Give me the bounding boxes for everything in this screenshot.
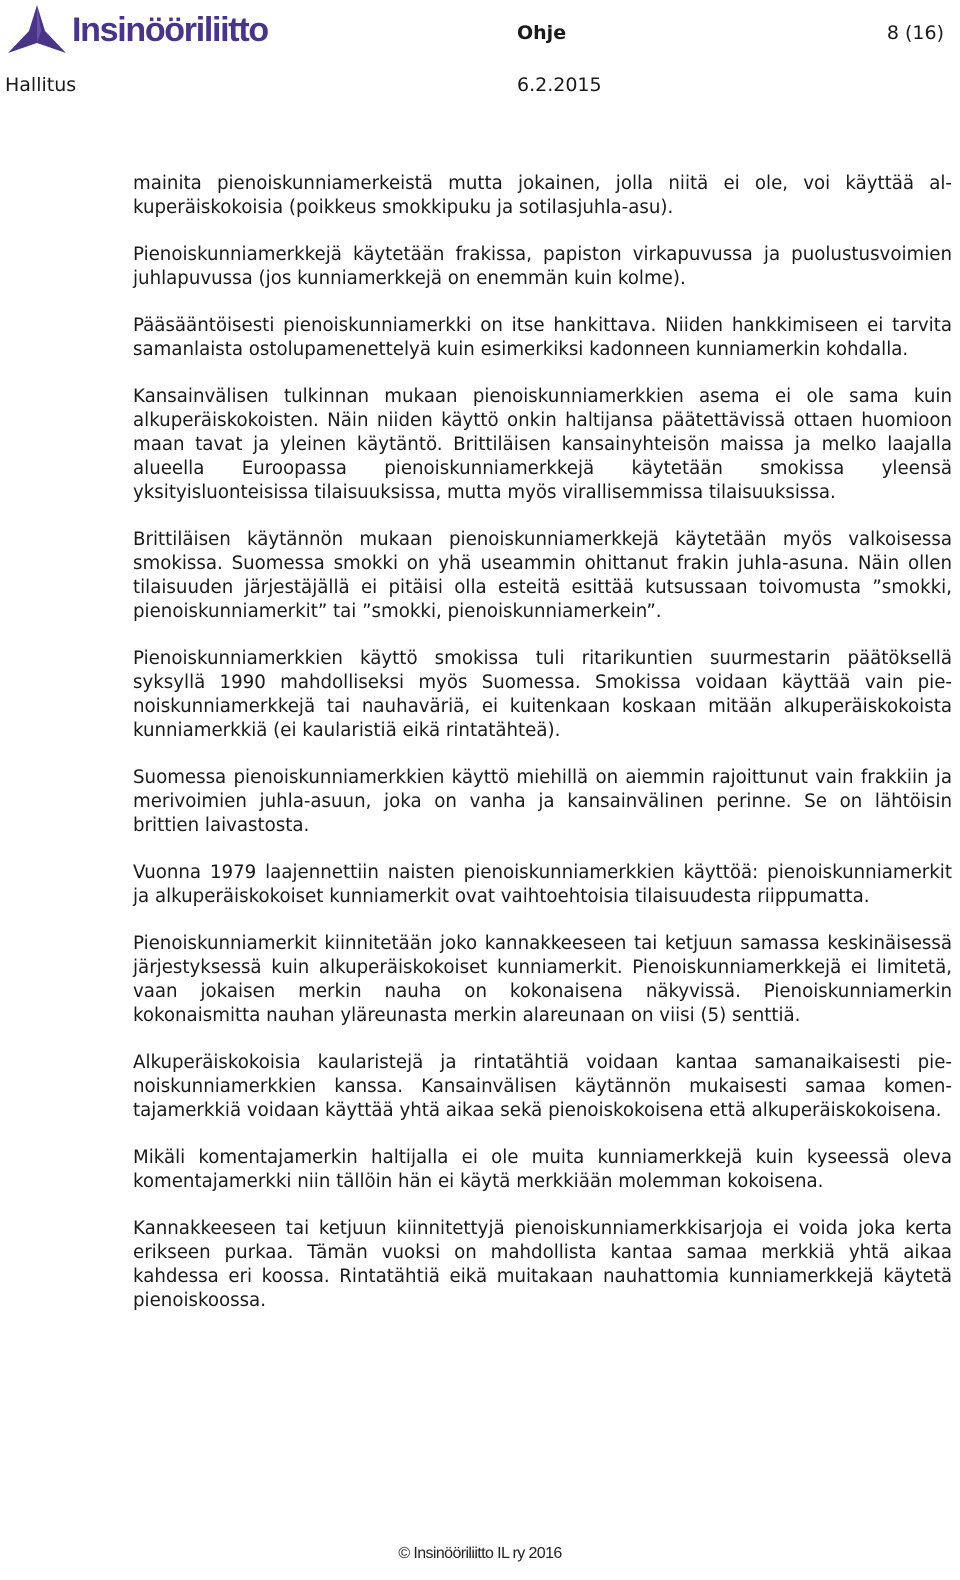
- paragraph: Kannakkeeseen tai ketjuun kiinnitettyjä pienoiskunniamerkkisarjoja ei voida joka kerta erikseen purkaa. Tämän vuoksi on mahdollista kantaa samaa merkkiä yhtä aikaa kahdessa eri koossa. Rintatähtiä eikä muitakaan nauhattomia kunniamerkkejä käytetä pienoiskoossa.: [133, 1218, 952, 1311]
- document-body: [133, 172, 952, 1336]
- paragraph: Pääsääntöisesti pienoiskunniamerkki on itse hankittava. Niiden hankkimiseen ei tarvita samanlaista ostolupamenettelyä kuin esimerkiksi kadonneen kunniamerkin kohdalla.: [133, 315, 952, 360]
- document-type: Ohje: [517, 22, 567, 44]
- paragraph: Mikäli komentajamerkin haltijalla ei ole muita kunniamerkkejä kuin kyseessä oleva komentajamerkki niin tällöin hän ei käytä merkkiään molemman kokoisena.: [133, 1147, 952, 1192]
- copyright-footer: © Insinööriliitto IL ry 2016: [398, 1545, 562, 1562]
- paragraph: Suomessa pienoiskunniamerkkien käyttö miehillä on aiemmin rajoittunut vain frakkiin ja merivoimien juhla-asuun, joka on vanha ja kansainvälinen perinne. Se on lähtöisin brittien laivastosta.: [133, 767, 952, 836]
- paragraph: Brittiläisen käytännön mukaan pienoiskunniamerkkejä käytetään myös valkoisessa smokissa. Suomessa smokki on yhä useammin ohittanut frakin juhla-asuna. Näin ollen tilaisuuden järjestäjällä ei pitäisi olla esteitä esittää kutsussaan toivomusta ”smokki, pienoiskunniamerkit” tai ”smokki, pienoiskunniamerkein”.: [133, 529, 952, 622]
- paragraph: Pienoiskunniamerkkien käyttö smokissa tuli ritarikuntien suurmestarin päätöksellä syksyllä 1990 mahdolliseksi myös Suomessa. Smokissa voidaan käyttää vain pienoiskunniamerkkejä tai nauhaväriä, ei kuitenkaan koskaan mitään alkuperäiskokoista kunniamerkkiä (ei kaularistiä eikä rintatähteä).: [133, 648, 952, 741]
- paragraph: Pienoiskunniamerkit kiinnitetään joko kannakkeeseen tai ketjuun samassa keskinäisessä järjestyksessä kuin alkuperäiskokoiset kunniamerkit. Pienoiskunniamerkkejä ei limitetä, vaan jokaisen merkin nauha on kokonaisena näkyvissä. Pienoiskunniamerkin kokonaismitta nauhan yläreunasta merkin alareunaan on viisi (5) senttiä.: [133, 933, 952, 1026]
- paragraph: mainita pienoiskunniamerkeistä mutta jokainen, jolla niitä ei ole, voi käyttää alkuperäiskokoisia (poikkeus smokkipuku ja sotilasjuhla-asu).: [133, 173, 952, 218]
- logo-wordmark: Insinööriliitto: [72, 10, 268, 49]
- insinooriliitto-logo: [6, 2, 268, 56]
- document-date: 6.2.2015: [517, 74, 602, 96]
- page-number: 8 (16): [886, 22, 944, 44]
- paragraph: Vuonna 1979 laajennettiin naisten pienoiskunniamerkkien käyttöä: pienoiskunniamerkit ja alkuperäiskokoiset kunniamerkit ovat vaihtoehtoisia tilaisuudesta riippumatta.: [133, 862, 952, 907]
- star-emblem-icon: [6, 3, 68, 55]
- paragraph: Kansainvälisen tulkinnan mukaan pienoiskunniamerkkien asema ei ole sama kuin alkuperäiskokoisten. Näin niiden käyttö onkin haltijansa päätettävissä ottaen huomioon maan tavat ja yleinen käytäntö. Brittiläisen kansainyhteisön maissa ja melko laajalla alueella Euroopassa pienoiskunniamerkkejä käytetään smokissa yleensä yksityisluonteisissa tilaisuuksissa, mutta myös virallisemmissa tilaisuuksissa.: [133, 386, 952, 503]
- organization-unit: Hallitus: [5, 74, 77, 96]
- paragraph: Pienoiskunniamerkkejä käytetään frakissa, papiston virkapuvussa ja puolustusvoimien juhlapuvussa (jos kunniamerkkejä on enemmän kuin kolme).: [133, 244, 952, 289]
- paragraph: Alkuperäiskokoisia kaularistejä ja rintatähtiä voidaan kantaa samanaikaisesti pienoiskunniamerkkien kanssa. Kansainvälisen käytännön mukaisesti samaa komentajamerkkiä voidaan käyttää yhtä aikaa sekä pienoiskokoisena että alkuperäiskokoisena.: [133, 1052, 952, 1121]
